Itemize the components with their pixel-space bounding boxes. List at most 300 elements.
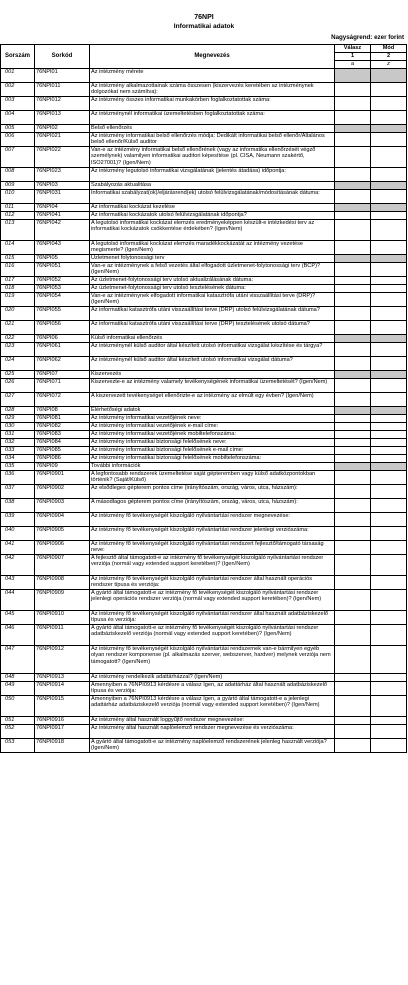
row-answer-cell[interactable]	[335, 307, 371, 321]
table-row	[1, 343, 407, 357]
row-sorszam: 022	[1, 335, 35, 343]
row-mode-cell[interactable]	[371, 97, 407, 111]
table-row	[1, 407, 407, 415]
row-megnevezes: A másodlagos gépterem pontos címe (irányítószám, ország, város, utca, házszám):	[90, 499, 335, 513]
row-answer-cell[interactable]	[335, 541, 371, 555]
row-answer-cell[interactable]	[335, 357, 371, 371]
row-sorszam: 023	[1, 343, 35, 357]
row-answer-cell	[335, 335, 371, 343]
table-row	[1, 717, 407, 725]
row-megnevezes: Az intézmény informatikai vezetőjének mobiltelefonszáma:	[90, 431, 335, 439]
row-answer-cell[interactable]	[335, 447, 371, 455]
row-sorkod: 76NPI023	[35, 168, 90, 182]
row-answer-cell	[335, 463, 371, 471]
row-answer-cell[interactable]	[335, 147, 371, 168]
row-megnevezes: A gyártó által támogatott-e az intézmény naplóelemző rendszerének jelenleg használt verziója? (Igen/Nem)	[90, 739, 335, 753]
row-sorkod: 76NPI031	[35, 190, 90, 204]
form-code-title: 76NPI	[194, 14, 214, 21]
row-answer-cell[interactable]	[335, 431, 371, 439]
row-answer-cell	[335, 371, 371, 379]
row-sorkod: 76NPI012	[35, 97, 90, 111]
table-row	[1, 625, 407, 646]
row-megnevezes: Az elsődleges gépterem pontos címe (irányítószám, ország, város, utca, házszám):	[90, 485, 335, 499]
row-sorszam: 017	[1, 277, 35, 285]
row-answer-cell[interactable]	[335, 611, 371, 625]
row-sorkod: 76NPI08	[35, 407, 90, 415]
row-megnevezes: Az intézmény informatikai belső ellenőrzés módja: Dedikált informatikai belső ellenőr/Általános belső ellenőr/Külső auditor	[90, 133, 335, 147]
row-answer-cell[interactable]	[335, 220, 371, 241]
row-mode-cell[interactable]	[371, 625, 407, 646]
table-row	[1, 725, 407, 739]
row-mode-cell[interactable]	[371, 696, 407, 717]
row-sorkod: 76NPI0918	[35, 739, 90, 753]
row-sorkod: 76NPI0912	[35, 646, 90, 674]
table-row	[1, 357, 407, 371]
table-row	[1, 285, 407, 293]
row-sorkod: 76NPI085	[35, 447, 90, 455]
row-megnevezes: Amennyiben a 76NPI0913 kérdésre a válasz Igen, a gyártó által támogatott-e a jelenlegi adattárház adatbáziskezelő verziója (normál vagy extended support keretében)? (Igen/Nem)	[90, 696, 335, 717]
row-sorszam: 006	[1, 133, 35, 147]
row-mode-cell[interactable]	[371, 190, 407, 204]
table-row	[1, 513, 407, 527]
table-row	[1, 125, 407, 133]
row-sorszam: 025	[1, 371, 35, 379]
row-answer-cell[interactable]	[335, 190, 371, 204]
row-megnevezes: Az intézmény fő tevékenységét kiszolgáló nyilvántartási rendszert fejlesztő/támogató társaság neve:	[90, 541, 335, 555]
table-row	[1, 204, 407, 212]
table-row	[1, 241, 407, 255]
row-mode-cell[interactable]	[371, 576, 407, 590]
row-megnevezes: Az üzletmenet-folytonossági terv utolsó tesztelésének dátuma:	[90, 285, 335, 293]
row-answer-cell[interactable]	[335, 393, 371, 407]
table-row	[1, 277, 407, 285]
row-sorkod: 76NPI043	[35, 241, 90, 255]
row-sorkod: 76NPI0903	[35, 499, 90, 513]
row-mode-cell[interactable]	[371, 343, 407, 357]
row-sorszam: 044	[1, 590, 35, 611]
table-row	[1, 393, 407, 407]
row-mode-cell[interactable]	[371, 439, 407, 447]
row-answer-cell[interactable]	[335, 263, 371, 277]
header-valasz: Válasz	[335, 45, 371, 53]
row-answer-cell[interactable]	[335, 343, 371, 357]
row-sorszam: 015	[1, 255, 35, 263]
row-answer-cell[interactable]	[335, 674, 371, 682]
row-sorszam: 028	[1, 407, 35, 415]
row-sorkod: 76NPI0902	[35, 485, 90, 499]
row-answer-cell[interactable]	[335, 133, 371, 147]
row-megnevezes: Van-e az intézmény informatikai belső ellenőrének (vagy az informatika ellenőrzését végző személynek) valamilyen informatikai auditori képesítése (pl. CISA, Neumann szakértő, ISO27001)? (Igen/Nem)	[90, 147, 335, 168]
row-megnevezes: Az intézmény informatikai biztonsági felelősének neve:	[90, 439, 335, 447]
row-answer-cell[interactable]	[335, 415, 371, 423]
row-answer-cell[interactable]	[335, 285, 371, 293]
row-answer-cell[interactable]	[335, 646, 371, 674]
row-sorkod: 76NPI0911	[35, 625, 90, 646]
table-row	[1, 739, 407, 753]
row-answer-cell[interactable]	[335, 277, 371, 285]
row-sorszam: 026	[1, 379, 35, 393]
row-megnevezes: Az intézmény legutolsó informatikai vizsgálatának (jelentés átadása) időpontja:	[90, 168, 335, 182]
table-row	[1, 471, 407, 485]
row-sorszam: 040	[1, 527, 35, 541]
row-answer-cell[interactable]	[335, 293, 371, 307]
table-row	[1, 335, 407, 343]
table-row	[1, 674, 407, 682]
row-answer-cell	[335, 182, 371, 190]
row-megnevezes: Van-e az intézménynek a felső vezetés által elfogadott üzletmenet-folytonossági terv (BCP)? (Igen/Nem)	[90, 263, 335, 277]
row-mode-cell[interactable]	[371, 357, 407, 371]
row-mode-cell[interactable]	[371, 447, 407, 455]
row-sorkod: 76NPI0904	[35, 513, 90, 527]
row-answer-cell[interactable]	[335, 717, 371, 725]
row-sorszam: 007	[1, 147, 35, 168]
row-answer-cell[interactable]	[335, 555, 371, 576]
row-sorkod: 76NPI0914	[35, 682, 90, 696]
row-mode-cell	[371, 407, 407, 415]
row-megnevezes: Az intézmény rendelkezik adattárházzal? (Igen/Nem)	[90, 674, 335, 682]
row-sorkod: 76NPI0917	[35, 725, 90, 739]
row-sorkod: 76NPI011	[35, 83, 90, 97]
row-mode-cell[interactable]	[371, 499, 407, 513]
row-mode-cell[interactable]	[371, 321, 407, 335]
row-megnevezes: A fejlesztő által támogatott-e az intézmény fő tevékenységét kiszolgáló nyilvántartási rendszer verziója (normál vagy extended support keretében)? (Igen/Nem)	[90, 555, 335, 576]
table-row	[1, 646, 407, 674]
row-sorkod: 76NPI0915	[35, 696, 90, 717]
row-sorkod: 76NPI055	[35, 307, 90, 321]
row-sorszam: 027	[1, 393, 35, 407]
table-row	[1, 307, 407, 321]
table-row	[1, 611, 407, 625]
row-sorszam: 014	[1, 241, 35, 255]
table-row	[1, 696, 407, 717]
row-sorszam: 008	[1, 168, 35, 182]
table-row	[1, 423, 407, 431]
row-sorkod: 76NPI0905	[35, 527, 90, 541]
row-answer-cell[interactable]	[335, 83, 371, 97]
row-mode-cell[interactable]	[371, 212, 407, 220]
row-sorkod: 76NPI01	[35, 69, 90, 83]
table-row	[1, 371, 407, 379]
row-mode-cell[interactable]	[371, 682, 407, 696]
table-row	[1, 415, 407, 423]
row-mode-cell[interactable]	[371, 590, 407, 611]
row-sorszam: 030	[1, 423, 35, 431]
row-megnevezes: Az intézmény fő tevékenységét kiszolgáló nyilvántartási rendszer megnevezése:	[90, 513, 335, 527]
row-answer-cell	[335, 407, 371, 415]
row-mode-cell[interactable]	[371, 455, 407, 463]
row-megnevezes: Van-e az intézménynek elfogadott informatikai katasztrófa utáni visszaállítási terve (DRP)? (Igen/Nem)	[90, 293, 335, 307]
row-answer-cell	[335, 125, 371, 133]
row-sorszam: 053	[1, 739, 35, 753]
table-row	[1, 379, 407, 393]
row-mode-cell[interactable]	[371, 168, 407, 182]
row-answer-cell[interactable]	[335, 576, 371, 590]
row-sorkod: 76NPI071	[35, 379, 90, 393]
row-sorkod: 76NPI084	[35, 439, 90, 447]
row-megnevezes: Az informatikai katasztrófa utáni visszaállítási terve (DRP) tesztelésének utolsó dátuma?	[90, 321, 335, 335]
row-mode-cell	[371, 335, 407, 343]
row-answer-cell[interactable]	[335, 111, 371, 125]
table-row	[1, 555, 407, 576]
row-sorszam: 045	[1, 611, 35, 625]
row-sorszam: 050	[1, 696, 35, 717]
row-sorkod: 76NPI02	[35, 125, 90, 133]
row-sorszam: 029	[1, 415, 35, 423]
row-mode-cell	[371, 182, 407, 190]
table-row	[1, 439, 407, 447]
row-sorszam: 002	[1, 83, 35, 97]
row-megnevezes: Informatikai szabályzat(ok)/eljárásrend(ek) utolsó felülvizsgálatának/módosításának dátuma:	[90, 190, 335, 204]
table-row	[1, 255, 407, 263]
row-mode-cell[interactable]	[371, 725, 407, 739]
row-megnevezes: Kiszervezés	[90, 371, 335, 379]
row-answer-cell[interactable]	[335, 321, 371, 335]
table-row	[1, 182, 407, 190]
row-mode-cell[interactable]	[371, 431, 407, 439]
row-answer-cell[interactable]	[335, 682, 371, 696]
row-megnevezes: Az intézmény fő tevékenységét kiszolgáló nyilvántartási rendszer által használt operációs rendszer típusa és verziója:	[90, 576, 335, 590]
table-row	[1, 212, 407, 220]
row-megnevezes: Az intézmény informatikai vezetőjének neve:	[90, 415, 335, 423]
table-row	[1, 527, 407, 541]
form-subtitle: Informatikai adatok	[173, 23, 235, 30]
row-megnevezes: Az informatikai kockázatok utolsó felülvizsgálatának időpontja?	[90, 212, 335, 220]
row-answer-cell[interactable]	[335, 241, 371, 255]
row-sorkod: 76NPI09	[35, 463, 90, 471]
row-sorkod: 76NPI053	[35, 285, 90, 293]
row-mode-cell[interactable]	[371, 83, 407, 97]
row-sorkod: 76NPI052	[35, 277, 90, 285]
row-sorkod: 76NPI0908	[35, 576, 90, 590]
row-mode-cell[interactable]	[371, 611, 407, 625]
row-mode-cell[interactable]	[371, 485, 407, 499]
row-sorkod: 76NPI0909	[35, 590, 90, 611]
row-answer-cell[interactable]	[335, 739, 371, 753]
row-megnevezes: A kiszervezett tevékenységet ellenőrizte-e az intézmény az elmúlt egy évben? (Igen/Nem)	[90, 393, 335, 407]
row-sorkod: 76NPI054	[35, 293, 90, 307]
row-answer-cell[interactable]	[335, 725, 371, 739]
row-sorszam: 016	[1, 263, 35, 277]
row-sorkod: 76NPI042	[35, 220, 90, 241]
table-row	[1, 168, 407, 182]
data-table	[0, 44, 407, 753]
row-sorszam: 018	[1, 285, 35, 293]
row-mode-cell[interactable]	[371, 415, 407, 423]
row-sorszam: 019	[1, 293, 35, 307]
row-sorkod: 76NPI061	[35, 343, 90, 357]
row-sorszam: 043	[1, 576, 35, 590]
row-sorszam: 031	[1, 431, 35, 439]
row-sorszam: 042	[1, 555, 35, 576]
row-sorszam: 024	[1, 357, 35, 371]
header-sorszam: Sorszám	[1, 45, 35, 69]
row-megnevezes: Az intézmény által használt loggyűjtő rendszer megnevezése:	[90, 717, 335, 725]
row-sorszam: 013	[1, 220, 35, 241]
table-row	[1, 463, 407, 471]
row-sorszam: 048	[1, 674, 35, 682]
row-sorkod: 76NPI06	[35, 335, 90, 343]
row-sorszam: 041	[1, 541, 35, 555]
table-row	[1, 220, 407, 241]
row-sorszam: 010	[1, 190, 35, 204]
row-megnevezes: Az intézmény mérete	[90, 69, 335, 83]
row-mode-cell[interactable]	[371, 111, 407, 125]
row-megnevezes: Üzletmenet folytonossági terv	[90, 255, 335, 263]
row-sorkod: 76NPI05	[35, 255, 90, 263]
row-mode-cell[interactable]	[371, 293, 407, 307]
row-megnevezes: A legfontosabb rendszerek üzemeltetése saját gépteremben vagy külső adatközpontokban történik? (Saját/Külső)	[90, 471, 335, 485]
row-mode-cell	[371, 204, 407, 212]
row-mode-cell	[371, 371, 407, 379]
row-mode-cell[interactable]	[371, 147, 407, 168]
row-megnevezes: Az intézmény informatikai vezetőjének e-mail címe:	[90, 423, 335, 431]
row-mode-cell[interactable]	[371, 241, 407, 255]
row-sorszam: 004	[1, 111, 35, 125]
row-megnevezes: Belső ellenőrzés	[90, 125, 335, 133]
row-sorkod: 76NPI0910	[35, 611, 90, 625]
row-sorkod: 76NPI086	[35, 455, 90, 463]
table-row	[1, 499, 407, 513]
row-mode-cell[interactable]	[371, 423, 407, 431]
table-row	[1, 590, 407, 611]
row-mode-cell[interactable]	[371, 674, 407, 682]
row-answer-cell[interactable]	[335, 471, 371, 485]
table-row	[1, 321, 407, 335]
row-answer-cell[interactable]	[335, 379, 371, 393]
row-sorkod: 76NPI062	[35, 357, 90, 371]
row-sorszam: 011	[1, 204, 35, 212]
row-answer-cell[interactable]	[335, 625, 371, 646]
row-mode-cell[interactable]	[371, 739, 407, 753]
header-col-a: a	[335, 61, 371, 69]
row-sorszam: 035	[1, 463, 35, 471]
row-answer-cell[interactable]	[335, 439, 371, 447]
row-mode-cell[interactable]	[371, 646, 407, 674]
table-row	[1, 485, 407, 499]
row-sorszam: 052	[1, 725, 35, 739]
row-mode-cell[interactable]	[371, 527, 407, 541]
row-sorkod: 76NPI072	[35, 393, 90, 407]
row-answer-cell[interactable]	[335, 590, 371, 611]
table-row	[1, 447, 407, 455]
header-mod: Mód	[371, 45, 407, 53]
row-megnevezes: Az informatikai kockázat kezelése	[90, 204, 335, 212]
row-answer-cell[interactable]	[335, 212, 371, 220]
header-col-2: 2	[371, 53, 407, 61]
row-answer-cell[interactable]	[335, 499, 371, 513]
row-mode-cell	[371, 125, 407, 133]
table-row	[1, 541, 407, 555]
row-answer-cell[interactable]	[335, 168, 371, 182]
row-sorszam: 033	[1, 447, 35, 455]
row-megnevezes: Az intézménynél informatikai üzemeltetésben foglalkoztatottak száma:	[90, 111, 335, 125]
row-answer-cell[interactable]	[335, 423, 371, 431]
header-col-1: 1	[335, 53, 371, 61]
row-sorkod: 76NPI082	[35, 423, 90, 431]
row-megnevezes: A legutolsó informatikai kockázat elemzés maradékkockázatát az intézmény vezetése megismerte? (Igen/Nem)	[90, 241, 335, 255]
row-megnevezes: Az intézmény fő tevékenységét kiszolgáló nyilvántartási rendszer jelenlegi verziószáma:	[90, 527, 335, 541]
table-row	[1, 263, 407, 277]
row-sorszam: 036	[1, 471, 35, 485]
row-mode-cell	[371, 255, 407, 263]
row-mode-cell[interactable]	[371, 263, 407, 277]
row-answer-cell[interactable]	[335, 513, 371, 527]
row-sorszam: 032	[1, 439, 35, 447]
row-mode-cell[interactable]	[371, 307, 407, 321]
row-megnevezes: A legutolsó informatikai kockázat elemzés eredményeképpen készült-e intézkedési terv az informatikai kockázatok csökkentése érdekében? (Igen/Nem)	[90, 220, 335, 241]
row-megnevezes: Az üzletmenet-folytonossági terv utolsó aktualizálásának dátuma:	[90, 277, 335, 285]
row-sorszam: 005	[1, 125, 35, 133]
row-mode-cell	[371, 463, 407, 471]
row-answer-cell[interactable]	[335, 455, 371, 463]
table-row	[1, 455, 407, 463]
table-row	[1, 147, 407, 168]
row-sorszam: 020	[1, 307, 35, 321]
row-mode-cell[interactable]	[371, 717, 407, 725]
row-megnevezes: Elérhetőségi adatok	[90, 407, 335, 415]
row-sorszam: 001	[1, 69, 35, 83]
table-row	[1, 83, 407, 97]
row-answer-cell	[335, 255, 371, 263]
row-megnevezes: Az intézmény informatikai biztonsági felelősének mobiltelefonszáma:	[90, 455, 335, 463]
row-answer-cell	[335, 69, 371, 83]
row-sorkod: 76NPI0913	[35, 674, 90, 682]
row-mode-cell[interactable]	[371, 220, 407, 241]
row-mode-cell	[371, 69, 407, 83]
row-sorszam: 034	[1, 455, 35, 463]
row-answer-cell[interactable]	[335, 696, 371, 717]
table-row	[1, 431, 407, 439]
row-sorszam: 009	[1, 182, 35, 190]
row-megnevezes: Az intézmény fő tevékenységét kiszolgáló nyilvántartási rendszernek van-e bármilyen egyéb olyan rendszer komponense (pl. alkalmazás szerver, webszerver, hardver) melynek verziója nem támogatott? (Igen/Nem)	[90, 646, 335, 674]
row-sorkod: 76NPI056	[35, 321, 90, 335]
header-sorkod: Sorkód	[35, 45, 90, 69]
row-mode-cell[interactable]	[371, 277, 407, 285]
row-megnevezes: Külső informatikai ellenőrzés	[90, 335, 335, 343]
row-sorszam: 012	[1, 212, 35, 220]
table-row	[1, 190, 407, 204]
row-mode-cell[interactable]	[371, 541, 407, 555]
row-mode-cell[interactable]	[371, 133, 407, 147]
magnitude-note: Nagyságrend: ezer forint	[331, 34, 404, 41]
table-row	[1, 133, 407, 147]
row-sorszam: 039	[1, 513, 35, 527]
table-body	[1, 69, 407, 753]
row-sorszam: 047	[1, 646, 35, 674]
row-mode-cell[interactable]	[371, 379, 407, 393]
row-answer-cell[interactable]	[335, 97, 371, 111]
row-answer-cell	[335, 204, 371, 212]
row-mode-cell[interactable]	[371, 471, 407, 485]
row-sorkod: 76NPI041	[35, 212, 90, 220]
table-row	[1, 111, 407, 125]
row-mode-cell[interactable]	[371, 513, 407, 527]
row-megnevezes: Kiszervezte-e az intézmény valamely tevékenységének informatikai üzemeltetését? (Igen/Nem)	[90, 379, 335, 393]
row-sorszam: 049	[1, 682, 35, 696]
row-megnevezes: További információk	[90, 463, 335, 471]
row-answer-cell[interactable]	[335, 485, 371, 499]
row-mode-cell[interactable]	[371, 555, 407, 576]
row-mode-cell[interactable]	[371, 393, 407, 407]
row-megnevezes: Az informatikai katasztrófa utáni visszaállítási terve (DRP) utolsó felülvizsgálatának dátuma?	[90, 307, 335, 321]
row-sorkod: 76NPI083	[35, 431, 90, 439]
table-row	[1, 576, 407, 590]
row-answer-cell[interactable]	[335, 527, 371, 541]
table-row	[1, 293, 407, 307]
row-megnevezes: A gyártó által támogatott-e az intézmény fő tevékenységét kiszolgáló nyilvántartási rendszer jelenlegi operációs rendszer verziója (normál vagy extended support keretében)? (Igen/Nem)	[90, 590, 335, 611]
row-mode-cell[interactable]	[371, 285, 407, 293]
row-megnevezes: Amennyiben a 76NPI0913 kérdésre a válasz Igen, az adattárház által használt adatbáziskezelő típusa és verziója:	[90, 682, 335, 696]
